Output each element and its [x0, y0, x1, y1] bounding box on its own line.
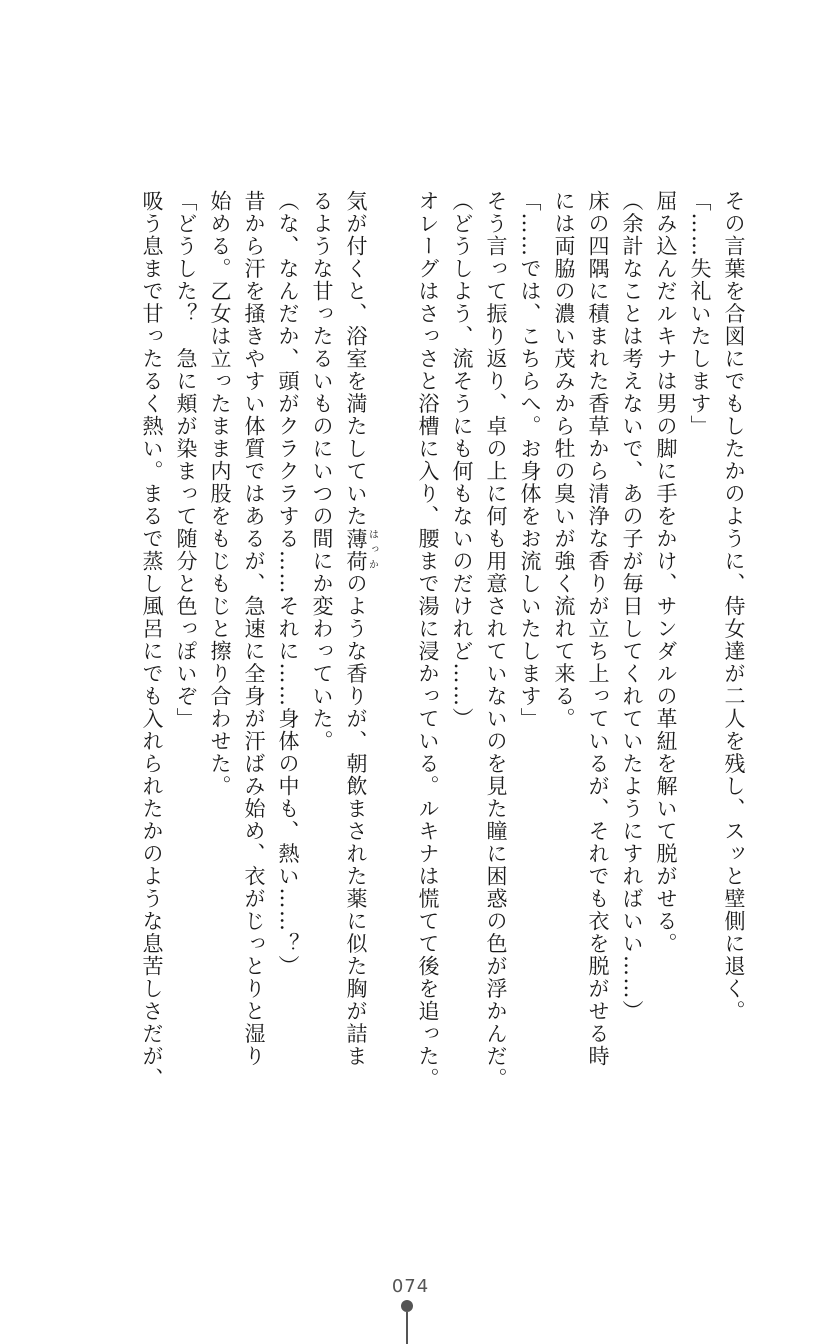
text-line: （どうしよう、流そうにも何もないのだけれど……）	[450, 190, 474, 730]
text-line: 屈み込んだルキナは男の脚に手をかけ、サンダルの革紐を解いて脱がせる。	[654, 190, 678, 955]
page-marker-dot	[401, 1300, 413, 1312]
page-footer	[0, 1276, 821, 1297]
vertical-text-body	[61, 190, 751, 1090]
text-line: 「……失礼いたします」	[688, 190, 712, 438]
text-line: には両脇の濃い茂みから牡の臭いが強く流れて来る。	[552, 190, 576, 730]
text-line: 始める。乙女は立ったまま内股をもじもじと擦り合わせた。	[208, 190, 232, 798]
text-line: 床の四隅に積まれた香草から清浄な香りが立ち上っているが、それでも衣を脱がせる時	[586, 190, 610, 1068]
text-line: 「……では、こちらへ。お身体をお流しいたします」	[518, 190, 542, 730]
text-line: その言葉を合図にでもしたかのように、侍女達が二人を残し、スッと壁側に退く。	[722, 190, 746, 1023]
scene-break	[377, 190, 411, 1090]
ruby-word: 薄荷はっか	[344, 527, 378, 573]
text-line: （な、なんだか、頭がクラクラする……それに……身体の中も、熱い……？）	[276, 190, 300, 978]
page-number: 074	[391, 1276, 430, 1297]
text-line: 吸う息まで甘ったるく熱い。まるで蒸し風呂にでも入れられたかのような息苦しさだが、	[140, 190, 164, 1090]
text-line: 気が付くと、浴室を満たしていた薄荷はっかのような香りが、朝飲まされた薬に似た胸が詰ま	[344, 190, 378, 1068]
text-line: るような甘ったるいものにいつの間にか変わっていた。	[310, 190, 334, 753]
ruby-reading: はっか	[366, 527, 378, 573]
text-line: そう言って振り返り、卓の上に何も用意されていないのを見た瞳に困惑の色が浮かんだ。	[484, 190, 508, 1090]
text-line: 昔から汗を掻きやすい体質ではあるが、急速に全身が汗ばみ始め、衣がじっとりと湿り	[242, 190, 266, 1068]
page-marker-line	[406, 1312, 408, 1344]
text-line: オレーグはさっさと浴槽に入り、腰まで湯に浸かっている。ルキナは慌てて後を追った。	[416, 190, 440, 1090]
text-line: 「どうした？ 急に頬が染まって随分と色っぽいぞ」	[174, 190, 198, 730]
text-line: （余計なことは考えないで、あの子が毎日してくれていたようにすればいい……）	[620, 190, 644, 1023]
